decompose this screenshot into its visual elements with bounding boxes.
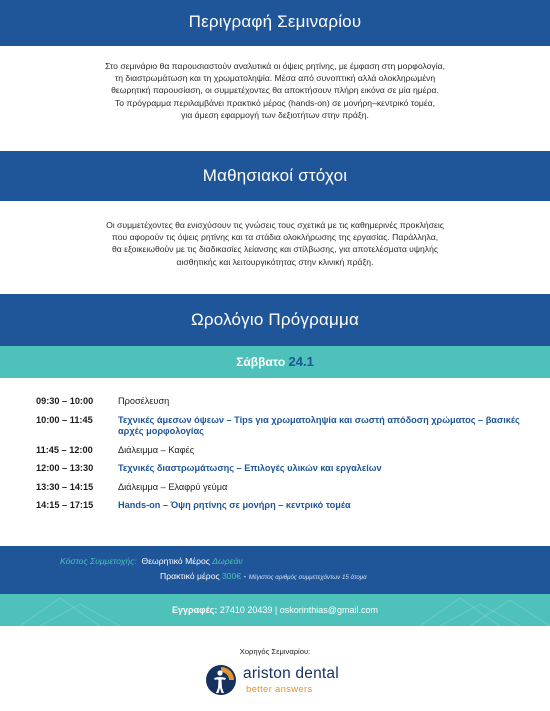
registration-phone[interactable]: 27410 20439 xyxy=(219,605,273,615)
description-line: τη διαστρωμάτωση και τη χρωματοληψία. Μέσα από συνοπτική αλλά ολοκληρωμένη xyxy=(114,73,436,84)
schedule-row xyxy=(36,482,526,494)
schedule-title: Ωρολόγιο Πρόγραμμα xyxy=(190,310,360,329)
description-paragraph xyxy=(0,60,550,121)
tooth-figure-logo-icon xyxy=(205,664,237,696)
schedule-activity: Τεχνικές διαστρωμάτωσης – Επιλογές υλικών και εργαλείων xyxy=(118,463,382,473)
schedule-row xyxy=(36,445,526,457)
schedule-time: 14:15 – 17:15 xyxy=(36,500,94,510)
schedule-activity: Προσέλευση xyxy=(118,396,170,406)
cost-note: Μέγιστος αριθμός συμμετεχόντων 15 άτομα xyxy=(248,574,367,581)
registration-label: Εγγραφές: xyxy=(172,605,218,615)
cost-block xyxy=(0,546,550,594)
day-label: Σάββατο xyxy=(236,355,286,369)
schedule-row xyxy=(36,415,526,438)
objectives-line: που αφορούν τις όψεις ρητίνης και τα στάδια ολοκλήρωσης της εργασίας. Παράλληλα, xyxy=(111,232,439,243)
objectives-paragraph xyxy=(0,219,550,268)
schedule-time: 10:00 – 11:45 xyxy=(36,414,93,425)
cost-theory-text: Θεωρητικό Μέρος xyxy=(141,556,210,566)
registration-bar xyxy=(0,594,550,626)
schedule-time: 09:30 – 10:00 xyxy=(36,396,94,406)
schedule-time: 11:45 – 12:00 xyxy=(36,444,93,455)
sponsor-logo[interactable] xyxy=(205,664,355,704)
schedule-list xyxy=(36,396,526,519)
objectives-header xyxy=(0,151,550,201)
schedule-activity: Hands-on – Όψη ρητίνης σε μονήρη – κεντρικό τομέα xyxy=(118,500,351,510)
sponsor-label: Χορηγός Σεμιναρίου: xyxy=(239,647,311,656)
schedule-row xyxy=(36,500,526,512)
description-header xyxy=(0,0,550,46)
schedule-activity: Τεχνικές άμεσων όψεων – Tips για χρωματοληψία και σωστή απόδοση χρώματος – βασικές αρχές μορφολογίας xyxy=(118,414,520,436)
objectives-line: θα εξοικειωθούν με τις διαδικασίες λείανσης και στίλβωσης, για αποτελέσματα υψηλής xyxy=(111,244,438,255)
schedule-activity: Διάλειμμα – Καφές xyxy=(118,444,195,455)
day-bar xyxy=(0,346,550,378)
cost-practical-value: 300€ xyxy=(222,571,242,581)
description-line: Στο σεμινάριο θα παρουσιαστούν αναλυτικά οι όψεις ρητίνης, με έμφαση στη μορφολογία, xyxy=(104,61,445,71)
schedule-activity: Διάλειμμα – Ελαφρύ γεύμα xyxy=(118,481,228,492)
objectives-line: Οι συμμετέχοντες θα ενισχύσουν τις γνώσεις τους σχετικά με τις καθημερινές προκλήσεις xyxy=(106,220,444,230)
day-date: 24.1 xyxy=(288,354,314,369)
description-line: Το πρόγραμμα περιλαμβάνει πρακτικό μέρος (hands-on) σε μονήρη–κεντρικό τομέα, xyxy=(114,97,436,108)
description-title: Περιγραφή Σεμιναρίου xyxy=(188,12,362,31)
cost-line-practical xyxy=(160,571,367,581)
cost-line-theory xyxy=(60,556,243,566)
sponsor-logo-name: ariston dental xyxy=(243,665,339,682)
objectives-line: αισθητικής και λειτουργικότητας στην κλινική πράξη. xyxy=(176,256,374,267)
cost-label: Κόστος Συμμετοχής: xyxy=(60,556,137,566)
description-line: για άμεση εφαρμογή των δεξιοτήτων στην πράξη. xyxy=(181,109,369,120)
cost-practical-text: Πρακτικό μέρος xyxy=(160,571,220,581)
sponsor-logo-tagline: better answers xyxy=(246,684,313,695)
schedule-header xyxy=(0,294,550,346)
registration-email[interactable]: oskorinthias@gmail.com xyxy=(279,605,378,615)
schedule-time: 13:30 – 14:15 xyxy=(36,481,94,492)
schedule-row xyxy=(36,463,526,475)
schedule-row xyxy=(36,396,526,408)
registration-separator: | xyxy=(274,605,278,615)
objectives-title: Μαθησιακοί στόχοι xyxy=(202,166,348,185)
description-line: θεωρητική παρουσίαση, οι συμμετέχοντες θα αποκτήσουν πλήρη εικόνα σε μία ημέρα. xyxy=(111,85,439,96)
cost-separator: - xyxy=(243,571,247,581)
cost-theory-value: Δωρεάν xyxy=(212,556,243,566)
schedule-time: 12:00 – 13:30 xyxy=(36,463,94,473)
